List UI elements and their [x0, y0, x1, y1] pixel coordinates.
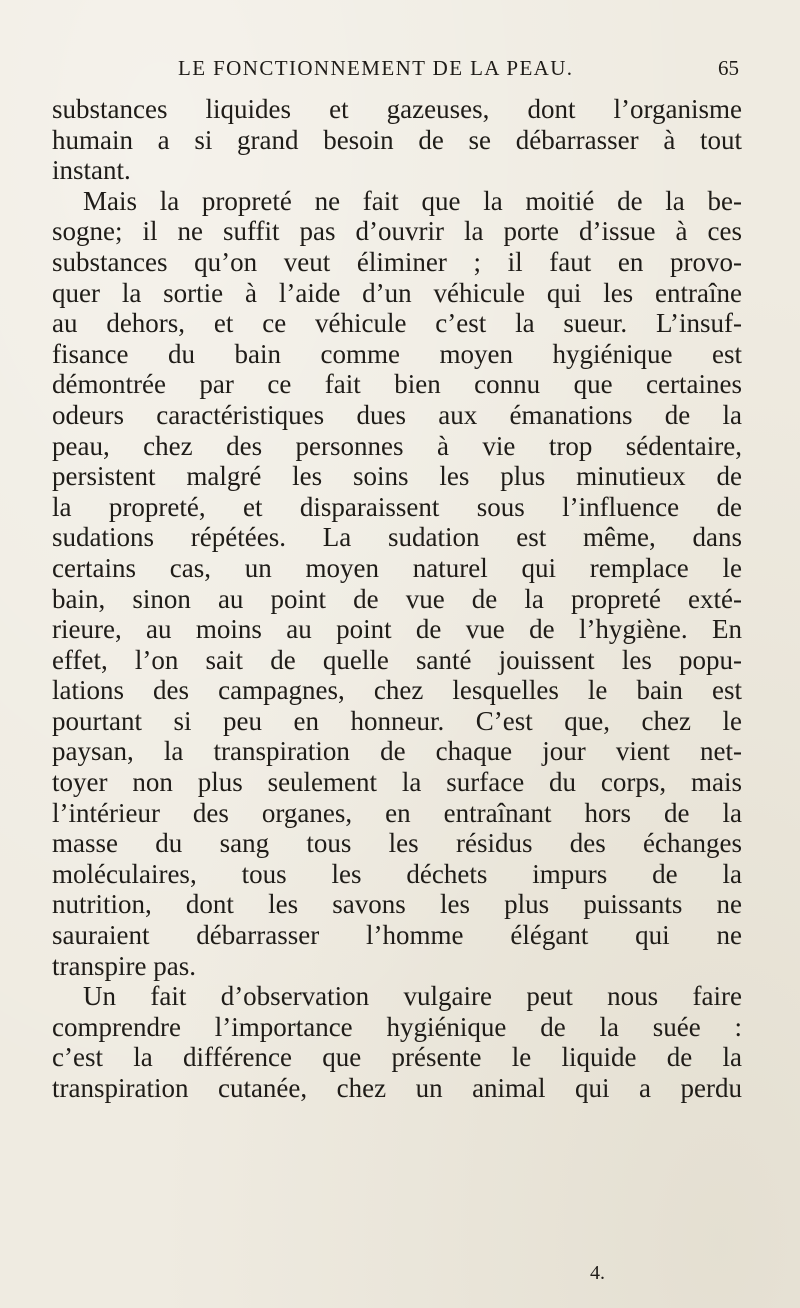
- text-line: nutrition, dont les savons les plus puissants ne: [52, 889, 742, 920]
- text-line: sauraient débarrasser l’homme élégant qui ne: [52, 920, 742, 951]
- text-line: lations des campagnes, chez lesquelles le bain est: [52, 675, 742, 706]
- text-line: substances qu’on veut éliminer ; il faut en provo-: [52, 246, 742, 277]
- text-line: humain a si grand besoin de se débarrasser à tout: [52, 124, 742, 155]
- text-line: paysan, la transpiration de chaque jour vient net-: [52, 736, 742, 767]
- text-line: fisance du bain comme moyen hygiénique est: [52, 338, 742, 369]
- text-line: persistent malgré les soins les plus minutieux de: [52, 461, 742, 492]
- text-line: sogne; il ne suffit pas d’ouvrir la porte d’issue à ces: [52, 216, 742, 247]
- text-line: la propreté, et disparaissent sous l’influence de: [52, 491, 742, 522]
- page-number: 65: [718, 56, 739, 80]
- text-line: démontrée par ce fait bien connu que certaines: [52, 369, 742, 400]
- text-line: substances liquides et gazeuses, dont l’organisme: [52, 94, 742, 124]
- signature-mark: 4.: [590, 1262, 605, 1284]
- text-line: peau, chez des personnes à vie trop sédentaire,: [52, 430, 742, 461]
- text-line: sudations répétées. La sudation est même, dans: [52, 522, 742, 553]
- text-line: toyer non plus seulement la surface du corps, mais: [52, 767, 742, 798]
- text-line: moléculaires, tous les déchets impurs de la: [52, 858, 742, 889]
- text-line: bain, sinon au point de vue de la propreté exté-: [52, 583, 742, 614]
- running-header: [0, 56, 800, 86]
- text-line: l’intérieur des organes, en entraînant hors de la: [52, 797, 742, 828]
- text-line: comprendre l’importance hygiénique de la suée :: [52, 1011, 742, 1042]
- text-line: Mais la propreté ne fait que la moitié de la be-: [83, 185, 742, 216]
- text-line: odeurs caractéristiques dues aux émanations de la: [52, 399, 742, 430]
- text-line: rieure, au moins au point de vue de l’hygiène. En: [52, 614, 742, 645]
- text-line: masse du sang tous les résidus des échanges: [52, 828, 742, 859]
- text-line: certains cas, un moyen naturel qui remplace le: [52, 552, 742, 583]
- text-line: pourtant si peu en honneur. C’est que, chez le: [52, 705, 742, 736]
- body-text: [52, 94, 742, 1104]
- text-line: effet, l’on sait de quelle santé jouissent les popu-: [52, 644, 742, 675]
- text-line: c’est la différence que présente le liquide de la: [52, 1042, 742, 1073]
- text-line: transpire pas.: [52, 950, 196, 981]
- text-line: quer la sortie à l’aide d’un véhicule qui les entraîne: [52, 277, 742, 308]
- text-line: Un fait d’observation vulgaire peut nous faire: [83, 981, 742, 1012]
- text-line: transpiration cutanée, chez un animal qui a perdu: [52, 1073, 742, 1103]
- text-line: instant.: [52, 155, 131, 186]
- text-line: au dehors, et ce véhicule c’est la sueur. L’insuf-: [52, 308, 742, 339]
- running-title: LE FONCTIONNEMENT DE LA PEAU.: [178, 56, 574, 80]
